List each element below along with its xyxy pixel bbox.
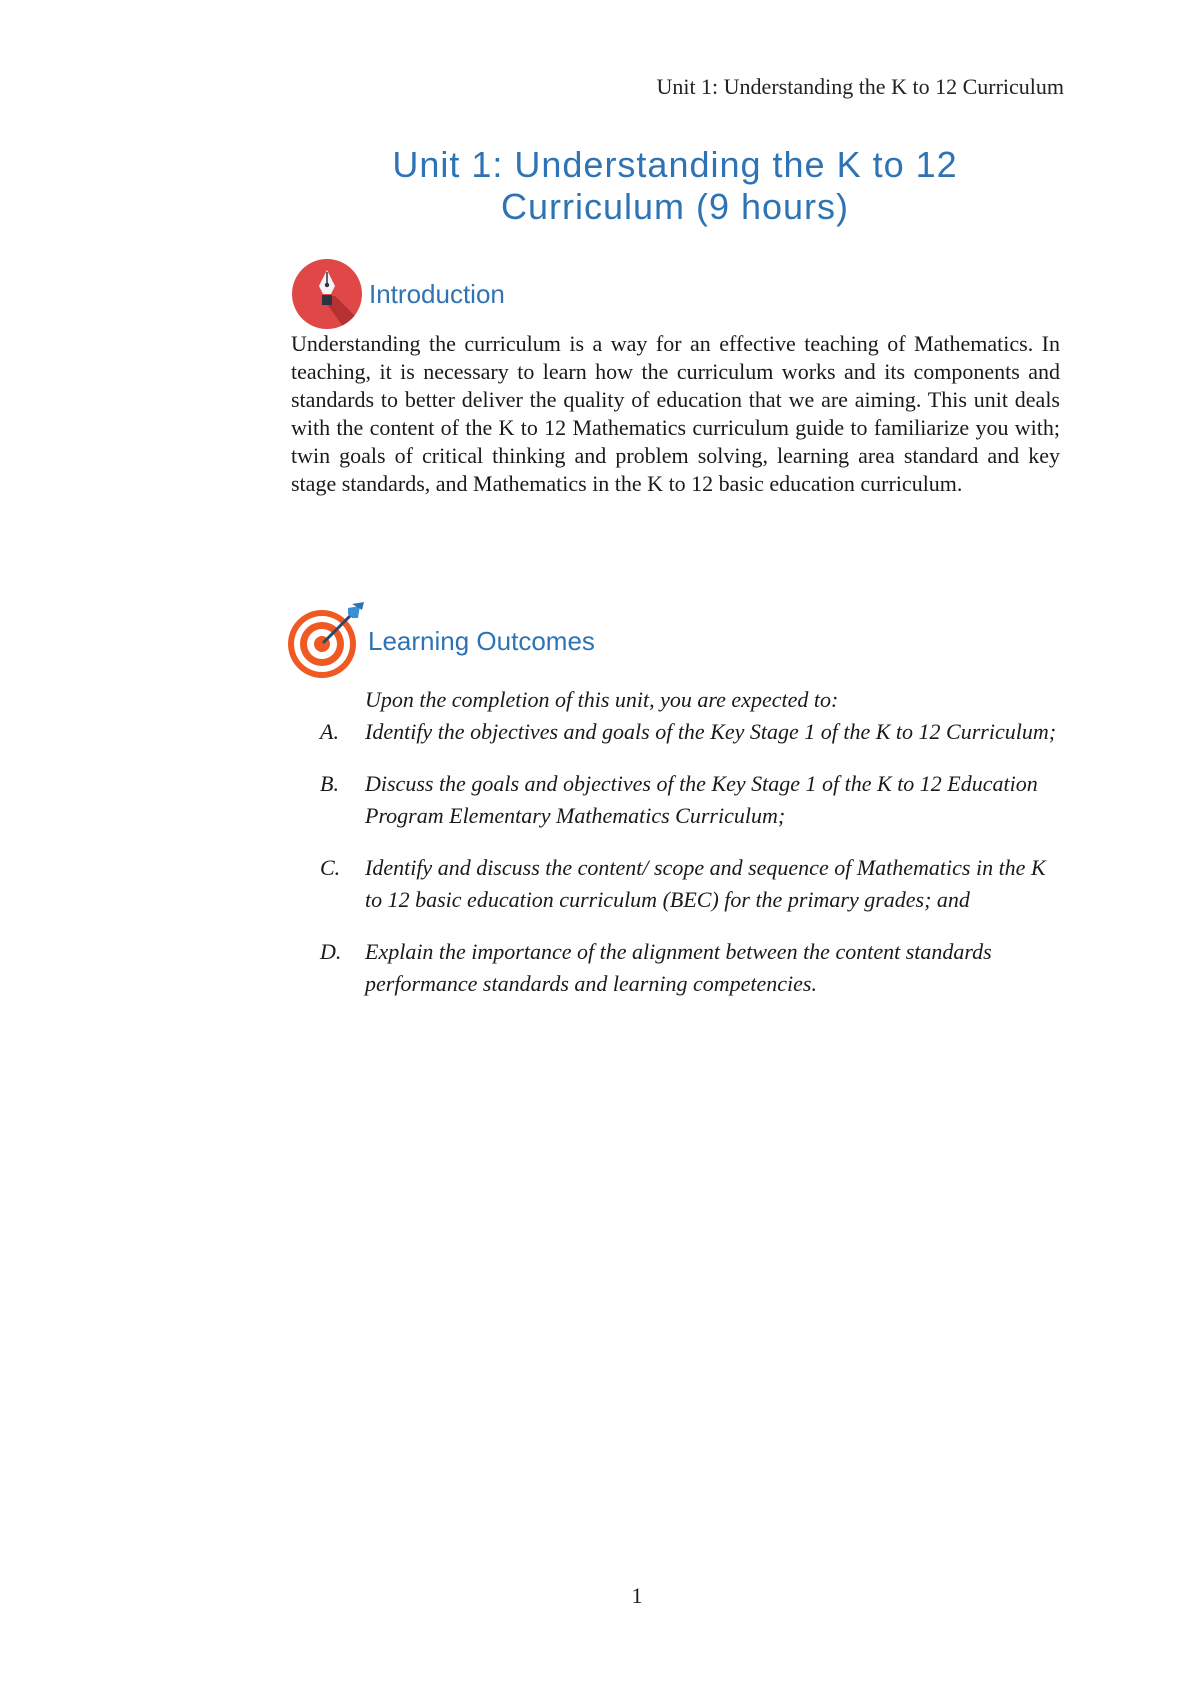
list-item-letter: A. bbox=[320, 719, 339, 744]
learning-outcomes-heading-label: Learning Outcomes bbox=[368, 625, 595, 656]
learning-outcomes-list bbox=[320, 684, 1065, 1020]
list-item-letter: C. bbox=[320, 855, 341, 880]
pen-nib-icon bbox=[291, 258, 363, 330]
page-title bbox=[290, 144, 1060, 228]
list-item-letter: D. bbox=[320, 939, 342, 964]
introduction-heading-label: Introduction bbox=[369, 278, 505, 309]
target-icon bbox=[286, 602, 364, 680]
list-item-letter: B. bbox=[320, 771, 339, 796]
list-item bbox=[320, 768, 1065, 832]
page-title-line2: Curriculum (9 hours) bbox=[500, 186, 850, 227]
list-item bbox=[320, 936, 1065, 1000]
list-item-text: Identify the objectives and goals of the Key Stage 1 of the K to 12 Curriculum; bbox=[365, 719, 1057, 744]
introduction-body: Understanding the curriculum is a way for an effective teaching of Mathematics. In teaching, it is necessary to learn how the curriculum works and its components and standards to better deliver the quality of education that we are aiming. This unit deals with the content of the K to 12 Mathematics curriculum guide to familiarize you with; twin goals of critical thinking and problem solving, learning area standard and key stage standards, and Mathematics in the K to 12 basic education curriculum. bbox=[291, 331, 1060, 496]
page-title-line1: Unit 1: Understanding the K to 12 bbox=[392, 144, 958, 185]
list-item-text: Explain the importance of the alignment between the content standards performance standards and learning competencies. bbox=[365, 939, 992, 996]
learning-outcomes-heading bbox=[286, 602, 595, 680]
list-item bbox=[320, 852, 1065, 916]
list-item-text: Discuss the goals and objectives of the Key Stage 1 of the K to 12 Education Program Elementary Mathematics Curriculum; bbox=[365, 771, 1038, 828]
list-item-text: Identify and discuss the content/ scope and sequence of Mathematics in the K to 12 basic education curriculum (BEC) for the primary grades; and bbox=[365, 855, 1046, 912]
introduction-heading bbox=[291, 258, 505, 330]
outcomes-lead: Upon the completion of this unit, you are expected to: bbox=[365, 687, 839, 712]
list-item bbox=[320, 716, 1065, 748]
running-header: Unit 1: Understanding the K to 12 Curriculum bbox=[656, 74, 1064, 99]
page-number: 1 bbox=[631, 1583, 643, 1608]
